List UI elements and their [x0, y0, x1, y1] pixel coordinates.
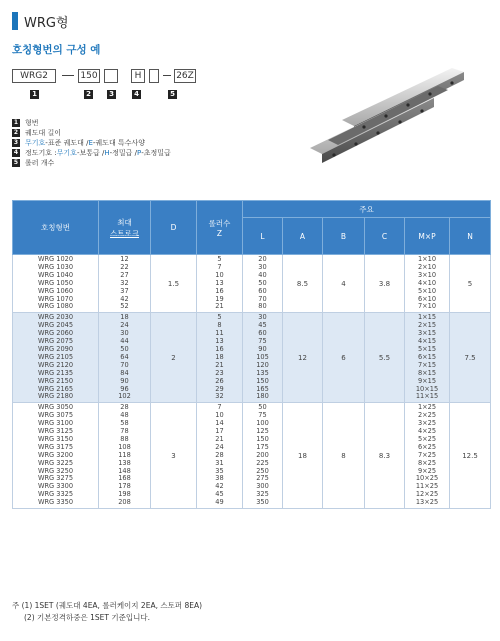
- cell-line: 42: [120, 294, 129, 303]
- cell-line: 21: [215, 360, 224, 369]
- cell-line: 178: [118, 482, 131, 491]
- cell-line: 16: [215, 344, 224, 353]
- cell-models: [13, 403, 99, 509]
- cell-line: WRG 1080: [37, 302, 74, 311]
- cell-line: 50: [120, 344, 129, 353]
- legend-text: 무기호: [25, 139, 46, 147]
- cell-line: 6×25: [417, 442, 437, 451]
- header-b: B: [323, 218, 365, 255]
- legend-number: 4: [13, 149, 19, 156]
- cell-line: WRG 2135: [37, 368, 74, 377]
- cell-line: WRG 3300: [37, 482, 74, 491]
- cell-line: 5×10: [417, 286, 437, 295]
- cell-line: 30: [258, 262, 267, 271]
- cell-c: 8.3: [365, 403, 405, 509]
- legend-text: -초정밀급: [141, 149, 171, 157]
- header-max-stroke: 최대 스트로크: [99, 201, 151, 255]
- cell-line: WRG 2180: [37, 392, 74, 401]
- code-number-4: 4: [132, 90, 141, 99]
- cell-line: 32: [215, 392, 224, 401]
- cell-line: 49: [215, 498, 224, 507]
- cell-line: 7×25: [417, 450, 437, 459]
- cell-line: 30: [258, 313, 267, 322]
- cell-line: 38: [215, 474, 224, 483]
- cell-line: 17: [215, 427, 224, 436]
- cell-line: 35: [215, 466, 224, 475]
- cell-line: 6×10: [417, 294, 437, 303]
- cell-rollers: [197, 313, 243, 403]
- cell-line: 32: [120, 278, 129, 287]
- code-dash: [62, 75, 74, 76]
- cell-line: 60: [258, 286, 267, 295]
- cell-line: 44: [120, 337, 129, 346]
- code-dash: [163, 75, 171, 76]
- legend-text: -정밀급 /: [109, 149, 138, 157]
- cell-line: WRG 3325: [37, 490, 74, 499]
- cell-line: 42: [215, 482, 224, 491]
- header-a: A: [283, 218, 323, 255]
- cell-mxp: [405, 255, 450, 313]
- cell-line: 1×25: [417, 403, 437, 412]
- cell-c: 3.8: [365, 255, 405, 313]
- cell-b: 8: [323, 403, 365, 509]
- header-d: D: [151, 201, 197, 255]
- title-accent-bar: [12, 12, 18, 30]
- cell-line: 90: [258, 344, 267, 353]
- cell-line: 4×15: [417, 337, 437, 346]
- cell-line: 27: [120, 270, 129, 279]
- cell-line: 2×15: [417, 321, 437, 330]
- cell-line: 9×15: [417, 376, 437, 385]
- cell-d: 3: [151, 403, 197, 509]
- cell-line: 7×10: [417, 302, 437, 311]
- cell-line: 8: [217, 321, 222, 330]
- cell-line: WRG 3075: [37, 411, 74, 420]
- cell-rollers: [197, 403, 243, 509]
- cell-line: 50: [258, 278, 267, 287]
- cross-roller-guide-image: [302, 58, 470, 173]
- cell-b: 4: [323, 255, 365, 313]
- cell-line: 45: [258, 321, 267, 330]
- cell-line: 3×15: [417, 329, 437, 338]
- cell-line: 12×25: [415, 490, 439, 499]
- cell-line: 20: [258, 255, 267, 263]
- cell-d: 1.5: [151, 255, 197, 313]
- legend-text: 롤러 개수: [25, 159, 55, 167]
- section-subtitle: 호칭형번의 구성 예: [12, 44, 101, 56]
- legend-item: [12, 158, 171, 168]
- cell-line: 13: [215, 278, 224, 287]
- cell-line: 60: [258, 329, 267, 338]
- cell-line: 5×25: [417, 434, 437, 443]
- cell-line: WRG 1060: [37, 286, 74, 295]
- cell-line: WRG 2075: [37, 337, 74, 346]
- code-number-5: 5: [168, 90, 177, 99]
- legend-text: -궤도대 특수사양: [92, 139, 145, 147]
- spec-table: [12, 200, 491, 509]
- cell-line: 7: [217, 262, 222, 271]
- legend-number: 3: [13, 139, 19, 146]
- cell-line: 5: [217, 255, 222, 263]
- cell-line: WRG 3175: [37, 442, 74, 451]
- cell-line: WRG 2045: [37, 321, 74, 330]
- cell-mxp: [405, 313, 450, 403]
- table-row-group-3: [13, 403, 491, 509]
- cell-line: 48: [120, 411, 129, 420]
- cell-line: 75: [258, 337, 267, 346]
- cell-line: 11: [215, 329, 224, 338]
- cell-line: 2×10: [417, 262, 437, 271]
- footnotes: [12, 600, 202, 624]
- legend-item: [12, 148, 171, 158]
- cell-line: 78: [120, 427, 129, 436]
- legend-item: [12, 138, 171, 148]
- cell-line: 8×25: [417, 458, 437, 467]
- cell-line: 198: [118, 490, 131, 499]
- cell-l: [243, 403, 283, 509]
- header-l: L: [243, 218, 283, 255]
- cell-l: [243, 313, 283, 403]
- cell-line: WRG 1070: [37, 294, 74, 303]
- cell-line: 58: [120, 419, 129, 428]
- cell-line: 350: [256, 498, 269, 507]
- legend-item: [12, 118, 171, 128]
- cell-n: 7.5: [450, 313, 491, 403]
- cell-line: 26: [215, 376, 224, 385]
- cell-line: WRG 2150: [37, 376, 74, 385]
- cell-line: 10×25: [415, 474, 439, 483]
- cell-line: 4×25: [417, 427, 437, 436]
- cell-line: 3×25: [417, 419, 437, 428]
- cell-line: WRG 2105: [37, 352, 74, 361]
- cell-line: 13×25: [415, 498, 439, 507]
- cell-line: 105: [256, 352, 269, 361]
- cell-line: 250: [256, 466, 269, 475]
- cell-c: 5.5: [365, 313, 405, 403]
- cell-line: 10: [215, 270, 224, 279]
- cell-a: 18: [283, 403, 323, 509]
- code-part-length: 150: [78, 69, 100, 83]
- cell-line: 10: [215, 411, 224, 420]
- cell-line: 150: [256, 434, 269, 443]
- cell-line: 50: [258, 403, 267, 412]
- cell-line: 138: [118, 458, 131, 467]
- cell-line: 88: [120, 434, 129, 443]
- cell-line: 180: [256, 392, 269, 401]
- cell-line: 16: [215, 286, 224, 295]
- legend-number: 2: [13, 129, 19, 136]
- cell-line: 11×25: [415, 482, 439, 491]
- legend-text: 무기호: [56, 149, 77, 157]
- table-row-group-1: [13, 255, 491, 313]
- cell-line: 30: [120, 329, 129, 338]
- header-rollers: 롤러수 Z: [197, 201, 243, 255]
- cell-line: 135: [256, 368, 269, 377]
- code-legend: [12, 118, 171, 168]
- cell-line: 275: [256, 474, 269, 483]
- cell-stroke: [99, 403, 151, 509]
- cell-line: 29: [215, 384, 224, 393]
- cell-line: 22: [120, 262, 129, 271]
- cell-line: WRG 2030: [37, 313, 74, 322]
- code-number-1: 1: [30, 90, 39, 99]
- code-part-model: WRG2: [12, 69, 56, 83]
- cell-stroke: [99, 255, 151, 313]
- cell-line: WRG 3275: [37, 474, 74, 483]
- cell-a: 8.5: [283, 255, 323, 313]
- cell-line: 7×15: [417, 360, 437, 369]
- cell-line: 13: [215, 337, 224, 346]
- cell-line: WRG 3250: [37, 466, 74, 475]
- header-n: N: [450, 218, 491, 255]
- legend-text: 정도기호 :: [25, 149, 57, 157]
- cell-line: 24: [215, 442, 224, 451]
- cell-line: 150: [256, 376, 269, 385]
- cell-line: 1×10: [417, 255, 437, 263]
- header-mxp: M×P: [405, 218, 450, 255]
- cell-line: WRG 3050: [37, 403, 74, 412]
- legend-text: 궤도대 길이: [25, 129, 62, 137]
- cell-line: 11×15: [415, 392, 439, 401]
- cell-d: 2: [151, 313, 197, 403]
- cell-mxp: [405, 403, 450, 509]
- cell-line: 5×15: [417, 344, 437, 353]
- cell-line: WRG 2060: [37, 329, 74, 338]
- cell-line: 52: [120, 302, 129, 311]
- cell-line: 200: [256, 450, 269, 459]
- cell-line: 19: [215, 294, 224, 303]
- legend-text: P: [137, 149, 142, 157]
- cell-line: 108: [118, 442, 131, 451]
- legend-number: 5: [13, 159, 19, 166]
- cell-line: WRG 1040: [37, 270, 74, 279]
- cell-line: WRG 3350: [37, 498, 74, 507]
- cell-line: 75: [258, 411, 267, 420]
- cell-line: 14: [215, 419, 224, 428]
- cell-b: 6: [323, 313, 365, 403]
- code-part-blank: [149, 69, 159, 83]
- code-part-accuracy: H: [131, 69, 145, 83]
- cell-line: 21: [215, 302, 224, 311]
- cell-line: WRG 1030: [37, 262, 74, 271]
- cell-line: 28: [215, 450, 224, 459]
- cell-l: [243, 255, 283, 313]
- cell-line: 84: [120, 368, 129, 377]
- legend-text: -표준 궤도대 /: [45, 139, 89, 147]
- cell-line: 80: [258, 302, 267, 311]
- cell-line: 45: [215, 490, 224, 499]
- cell-line: 90: [120, 376, 129, 385]
- cell-line: 24: [120, 321, 129, 330]
- cell-models: [13, 313, 99, 403]
- cell-line: 7: [217, 403, 222, 412]
- legend-item: [12, 128, 171, 138]
- cell-line: 225: [256, 458, 269, 467]
- cell-line: 23: [215, 368, 224, 377]
- cell-line: 21: [215, 434, 224, 443]
- cell-line: 40: [258, 270, 267, 279]
- cell-line: 120: [256, 360, 269, 369]
- cell-line: 37: [120, 286, 129, 295]
- cell-line: 208: [118, 498, 131, 507]
- code-part-rollers: 26Z: [174, 69, 196, 83]
- cell-line: WRG 3200: [37, 450, 74, 459]
- cell-line: 1×15: [417, 313, 437, 322]
- cell-line: 18: [120, 313, 129, 322]
- legend-text: E: [88, 139, 93, 147]
- cell-line: 12: [120, 255, 129, 263]
- cell-line: 4×10: [417, 278, 437, 287]
- cell-line: 168: [118, 474, 131, 483]
- cell-line: 5: [217, 313, 222, 322]
- legend-number: 1: [13, 119, 19, 126]
- legend-text: -보통급 /: [76, 149, 105, 157]
- cell-stroke: [99, 313, 151, 403]
- cell-line: 125: [256, 427, 269, 436]
- cell-line: 28: [120, 403, 129, 412]
- cell-line: 70: [120, 360, 129, 369]
- cell-line: WRG 3225: [37, 458, 74, 467]
- cell-a: 12: [283, 313, 323, 403]
- cell-n: 12.5: [450, 403, 491, 509]
- table-row-group-2: [13, 313, 491, 403]
- code-number-3: 3: [107, 90, 116, 99]
- cell-models: [13, 255, 99, 313]
- cell-line: 300: [256, 482, 269, 491]
- legend-text: 형번: [25, 119, 39, 127]
- cell-line: 9×25: [417, 466, 437, 475]
- cell-line: 118: [118, 450, 131, 459]
- header-c: C: [365, 218, 405, 255]
- header-model: 호칭형번: [13, 201, 99, 255]
- cell-line: 64: [120, 352, 129, 361]
- code-part-rail-spec: [104, 69, 118, 83]
- cell-n: 5: [450, 255, 491, 313]
- cell-line: WRG 1020: [37, 255, 74, 263]
- cell-line: WRG 2090: [37, 344, 74, 353]
- cell-line: 148: [118, 466, 131, 475]
- code-number-2: 2: [84, 90, 93, 99]
- footnote-2: (2) 기본정격하중은 1SET 기준입니다.: [24, 613, 150, 622]
- legend-text: H: [104, 149, 110, 157]
- cell-line: WRG 3100: [37, 419, 74, 428]
- cell-line: WRG 3150: [37, 434, 74, 443]
- cell-rollers: [197, 255, 243, 313]
- cell-line: 10×15: [415, 384, 439, 393]
- page-title: WRG형: [24, 16, 69, 31]
- cell-line: WRG 3125: [37, 427, 74, 436]
- cell-line: 3×10: [417, 270, 437, 279]
- cell-line: 2×25: [417, 411, 437, 420]
- cell-line: WRG 1050: [37, 278, 74, 287]
- cell-line: 165: [256, 384, 269, 393]
- header-main-dimensions: 주요: [243, 201, 491, 218]
- cell-line: WRG 2165: [37, 384, 74, 393]
- cell-line: 100: [256, 419, 269, 428]
- cell-line: 96: [120, 384, 129, 393]
- cell-line: 102: [118, 392, 131, 401]
- cell-line: 6×15: [417, 352, 437, 361]
- cell-line: 31: [215, 458, 224, 467]
- cell-line: 18: [215, 352, 224, 361]
- footnote-1: 주 (1) 1SET (궤도대 4EA, 롤러케이지 2EA, 스토퍼 8EA): [12, 601, 203, 610]
- cell-line: 70: [258, 294, 267, 303]
- cell-line: 8×15: [417, 368, 437, 377]
- cell-line: 175: [256, 442, 269, 451]
- cell-line: WRG 2120: [37, 360, 74, 369]
- cell-line: 325: [256, 490, 269, 499]
